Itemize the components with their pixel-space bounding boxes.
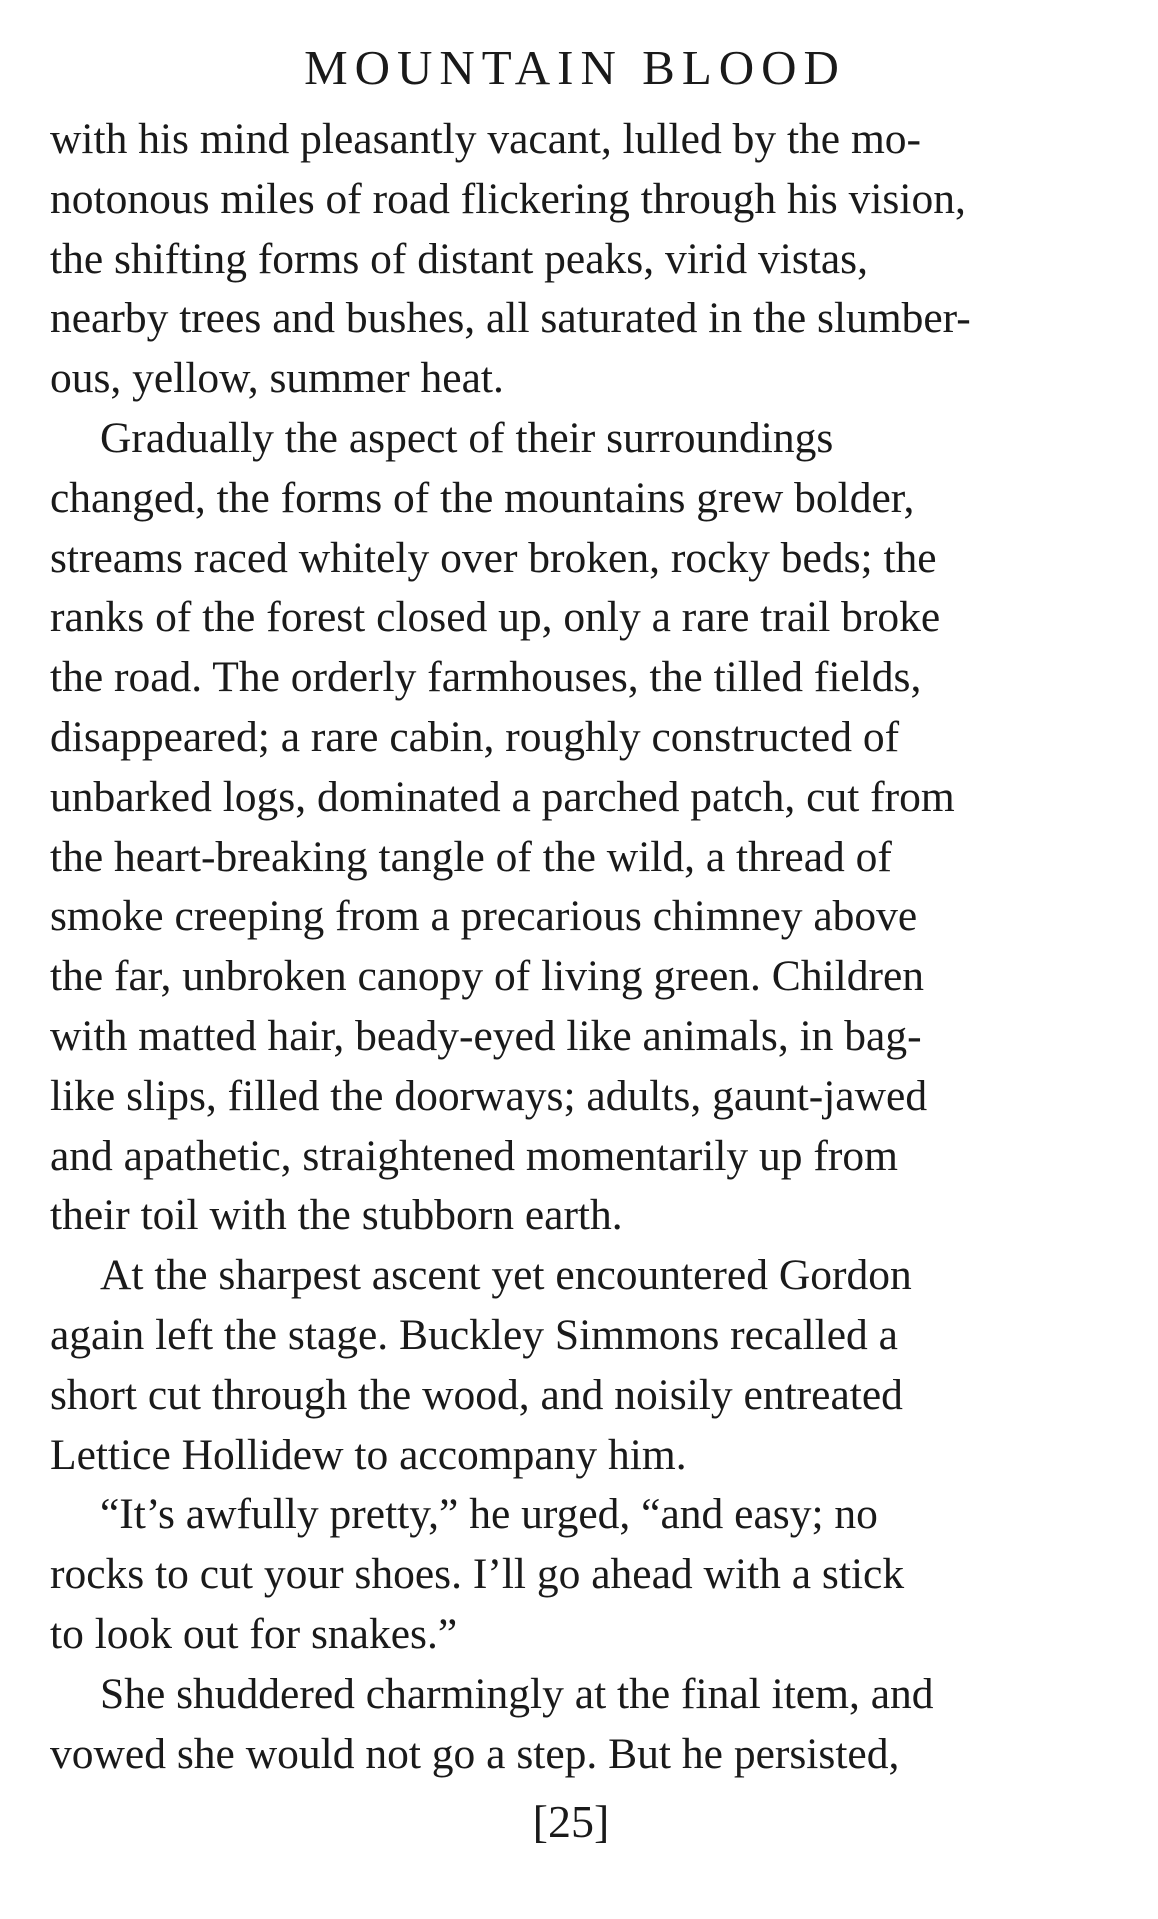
text-line-19: their toil with the stubborn earth. <box>50 1191 623 1240</box>
text-line-10: the road. The orderly farmhouses, the tilled fields, <box>50 653 922 702</box>
text-line-12: unbarked logs, dominated a parched patch, cut from <box>50 772 955 821</box>
text-line-11: disappeared; a rare cabin, roughly constructed of <box>50 712 900 761</box>
text-line-24: “It’s awfully pretty,” he urged, “and easy; no <box>100 1490 878 1539</box>
body-text <box>50 110 1108 1784</box>
text-line-17: like slips, filled the doorways; adults, gaunt-jawed <box>50 1071 928 1120</box>
text-line-2: notonous miles of road flickering through his vision, <box>50 174 966 223</box>
text-line-21: again left the stage. Buckley Simmons recalled a <box>50 1310 898 1359</box>
text-line-8: streams raced whitely over broken, rocky beds; the <box>50 533 937 582</box>
text-line-3: the shifting forms of distant peaks, virid vistas, <box>50 234 868 283</box>
text-line-25: rocks to cut your shoes. I’ll go ahead with a stick <box>50 1550 905 1599</box>
text-line-13: the heart-breaking tangle of the wild, a thread of <box>50 832 892 881</box>
text-line-7: changed, the forms of the mountains grew bolder, <box>50 473 915 522</box>
text-line-15: the far, unbroken canopy of living green. Children <box>50 952 925 1001</box>
text-line-6: Gradually the aspect of their surroundings <box>100 413 834 462</box>
text-line-16: with matted hair, beady-eyed like animals, in bag- <box>50 1011 922 1060</box>
text-line-23: Lettice Hollidew to accompany him. <box>50 1430 687 1479</box>
text-line-20: At the sharpest ascent yet encountered Gordon <box>100 1251 912 1300</box>
text-line-28: vowed she would not go a step. But he persisted, <box>50 1729 900 1778</box>
text-line-18: and apathetic, straightened momentarily up from <box>50 1131 898 1180</box>
text-line-14: smoke creeping from a precarious chimney above <box>50 892 918 941</box>
page-number: [25] <box>532 1796 610 1847</box>
text-line-1: with his mind pleasantly vacant, lulled by the mo- <box>50 115 922 163</box>
text-line-22: short cut through the wood, and noisily entreated <box>50 1370 903 1419</box>
text-line-9: ranks of the forest closed up, only a rare trail broke <box>50 593 941 642</box>
text-line-4: nearby trees and bushes, all saturated in the slumber- <box>50 294 971 343</box>
text-line-27: She shuddered charmingly at the final item, and <box>100 1669 934 1718</box>
text-line-5: ous, yellow, summer heat. <box>50 354 504 403</box>
running-head: MOUNTAIN BLOOD <box>304 40 846 95</box>
text-line-26: to look out for snakes.” <box>50 1609 458 1658</box>
